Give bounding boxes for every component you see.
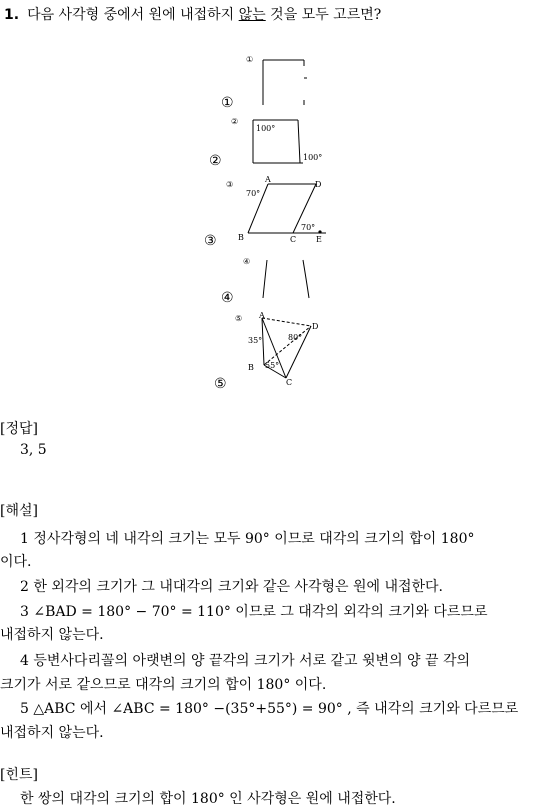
- choice-label-1: ①: [221, 95, 234, 111]
- choice-label-5: ⑤: [214, 376, 227, 392]
- shape5-vertex-b: B: [248, 363, 254, 372]
- shape5-angle-b: 55°: [265, 361, 280, 370]
- answer-value: 3, 5: [20, 442, 47, 458]
- shape3-angle-a: 70°: [246, 189, 261, 198]
- quadrilateral-figures: [195, 50, 340, 400]
- small-mark-3: ③: [226, 180, 234, 189]
- explanation-line-3: 2 한 외각의 크기가 그 내대각의 크기와 같은 사각형은 원에 내접한다.: [20, 579, 444, 595]
- explanation-heading: [해설]: [0, 503, 38, 519]
- question-underlined-word: 않는: [238, 7, 266, 23]
- choice-label-4: ④: [221, 290, 234, 306]
- explanation-line-1: 1 정사각형의 네 내각의 크기는 모두 90° 이므로 대각의 크기의 합이 180°: [20, 531, 475, 547]
- answer-heading: [정답]: [0, 421, 38, 437]
- shape3-angle-c: 70°: [301, 223, 316, 232]
- question-number: 1.: [4, 7, 20, 23]
- explanation-line-9: 내접하지 않는다.: [0, 725, 104, 741]
- shape2-angle-top: 100°: [256, 124, 276, 133]
- small-mark-2: ②: [231, 117, 239, 126]
- shape2-angle-bottom: 100°: [303, 153, 323, 162]
- hint-heading: [힌트]: [0, 767, 38, 783]
- shape5-angle-a: 35°: [248, 336, 263, 345]
- small-mark-4: ④: [243, 257, 251, 266]
- small-mark-1: ①: [246, 55, 254, 64]
- shape3-vertex-e: E: [316, 235, 322, 244]
- question: [4, 4, 381, 24]
- explanation-line-2: 이다.: [0, 554, 32, 570]
- hint-text: 한 쌍의 대각의 크기의 합이 180° 인 사각형은 원에 내접한다.: [20, 791, 396, 807]
- question-text-after: 것을 모두 고르면?: [265, 7, 382, 23]
- explanation-line-4: 3 ∠BAD = 180° − 70° = 110° 이므로 그 대각의 외각의 크기와 다르므로: [20, 604, 488, 620]
- choice-label-3: ③: [204, 233, 217, 249]
- shape3-vertex-d: D: [315, 180, 322, 189]
- shape3-vertex-a: A: [265, 175, 271, 184]
- shape5-angle-d: 80°: [288, 333, 303, 342]
- explanation-line-6: 4 등변사다리꼴의 아랫변의 양 끝각의 크기가 서로 같고 윗변의 양 끝 각의: [20, 653, 471, 669]
- shape5-vertex-a: A: [259, 311, 265, 320]
- shape5-vertex-d: D: [312, 322, 319, 331]
- explanation-line-8: 5 △ABC 에서 ∠ABC = 180° −(35°+55°) = 90° , 즉 내각의 크기와 다르므로: [20, 701, 519, 717]
- small-mark-5: ⑤: [235, 314, 243, 323]
- shape3-vertex-b: B: [238, 233, 244, 242]
- explanation-line-7: 크기가 서로 같으므로 대각의 크기의 합이 180° 이다.: [0, 677, 327, 693]
- explanation-line-5: 내접하지 않는다.: [0, 627, 104, 643]
- shape3-vertex-c: C: [290, 235, 297, 244]
- shape5-vertex-c: C: [286, 378, 293, 387]
- question-text-before: 다음 사각형 중에서 원에 내접하지: [27, 7, 239, 23]
- choice-label-2: ②: [209, 153, 222, 169]
